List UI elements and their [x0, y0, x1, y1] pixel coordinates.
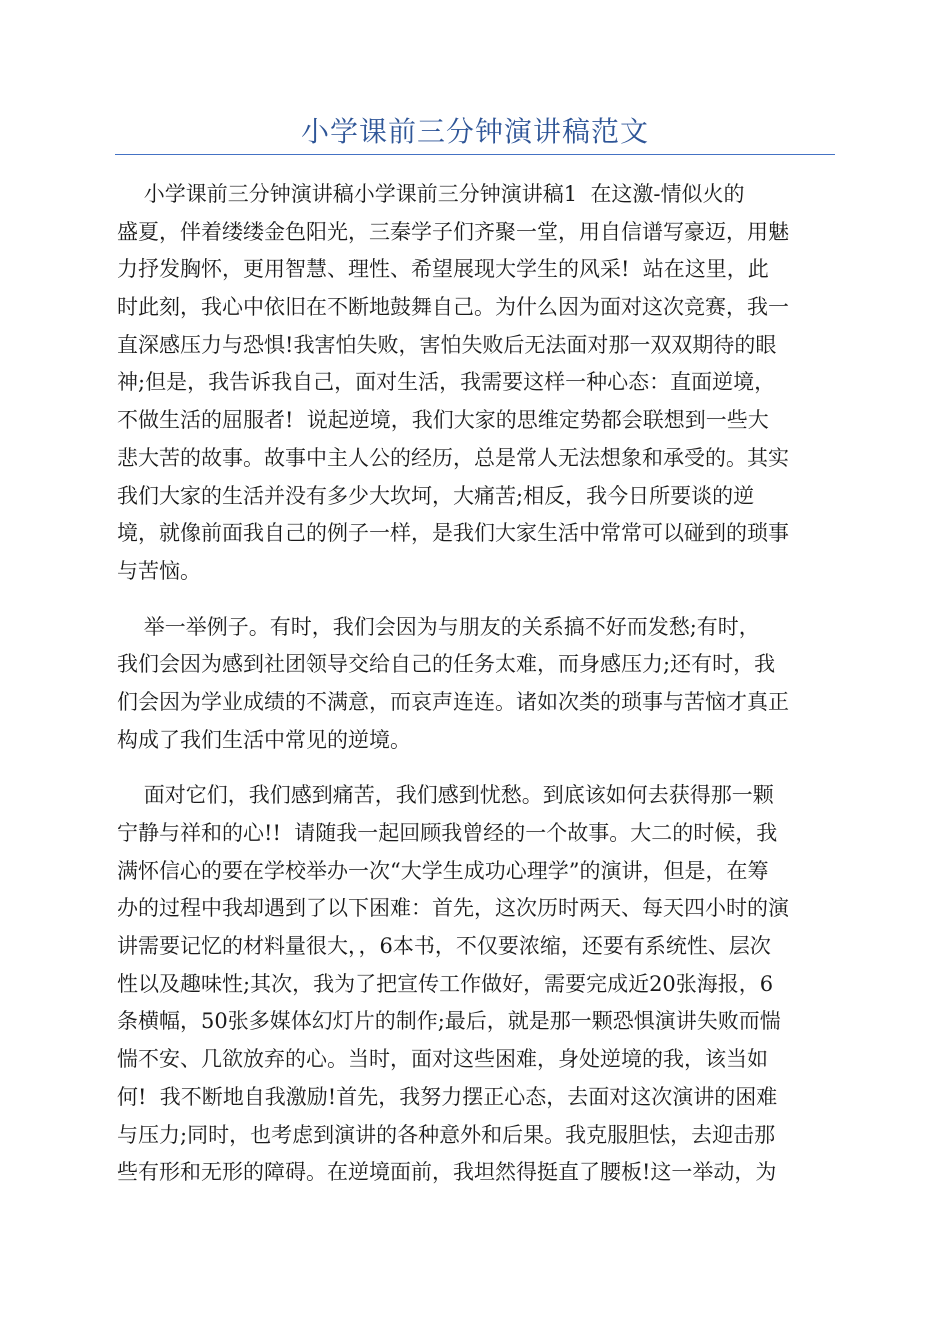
- paragraph-2: [117, 609, 835, 760]
- text-line: 时此刻，我心中依旧在不断地鼓舞自己。为什么因为面对这次竞赛，我一: [117, 295, 789, 320]
- text-line: 些有形和无形的障碍。在逆境面前，我坦然得挺直了腰板!这一举动，为: [117, 1160, 777, 1185]
- text-line: 与苦恼。: [117, 558, 201, 583]
- text-line: 境，就像前面我自己的例子一样，是我们大家生活中常常可以碰到的琐事: [117, 521, 789, 546]
- document-title: 小学课前三分钟演讲稿范文: [300, 115, 649, 148]
- paragraph-3: [117, 777, 835, 1192]
- text-line: 直深感压力与恐惧!我害怕失败，害怕失败后无法面对那一双双期待的眼: [117, 332, 777, 357]
- document-body: [117, 176, 835, 1210]
- text-line: 构成了我们生活中常见的逆境。: [117, 727, 411, 752]
- text-line: 我们大家的生活并没有多少大坎坷，大痛苦;相反，我今日所要谈的逆: [117, 483, 755, 508]
- text-line: 不做生活的屈服者! 说起逆境，我们大家的思维定势都会联想到一些大: [117, 408, 769, 433]
- text-line: 盛夏，伴着缕缕金色阳光，三秦学子们齐聚一堂，用自信谱写豪迈，用魅: [117, 219, 789, 244]
- text-line: 小学课前三分钟演讲稿小学课前三分钟演讲稿1 在这激-情似火的: [117, 182, 745, 206]
- text-line: 何! 我不断地自我激励!首先，我努力摆正心态，去面对这次演讲的困难: [117, 1084, 778, 1109]
- text-line: 条横幅，50张多媒体幻灯片的制作;最后，就是那一颗恐惧演讲失败而惴: [117, 1009, 781, 1034]
- text-line: 宁静与祥和的心!! 请随我一起回顾我曾经的一个故事。大二的时候，我: [117, 821, 778, 845]
- text-line: 面对它们，我们感到痛苦，我们感到忧愁。到底该如何去获得那一颗: [117, 783, 774, 808]
- text-line: 惴不安、几欲放弃的心。当时，面对这些困难，身处逆境的我，该当如: [117, 1047, 768, 1072]
- text-line: 办的过程中我却遇到了以下困难：首先，这次历时两天、每天四小时的演: [117, 896, 789, 921]
- text-line: 性以及趣味性;其次，我为了把宣传工作做好，需要完成近20张海报，6: [117, 971, 774, 996]
- text-line: 讲需要记忆的材料量很大，，6本书，不仅要浓缩，还要有系统性、层次: [117, 934, 771, 959]
- text-line: 悲大苦的故事。故事中主人公的经历，总是常人无法想象和承受的。其实: [117, 445, 789, 470]
- text-line: 我们会因为感到社团领导交给自己的任务太难，而身感压力;还有时，我: [117, 652, 776, 677]
- text-line: 力抒发胸怀，更用智慧、理性、希望展现大学生的风采! 站在这里，此: [117, 257, 769, 282]
- text-line: 满怀信心的要在学校举办一次“大学生成功心理学”的演讲，但是，在筹: [117, 858, 769, 883]
- text-line: 与压力;同时，也考虑到演讲的各种意外和后果。我克服胆怯，去迎击那: [117, 1122, 776, 1147]
- title-underline: [115, 154, 835, 155]
- text-line: 们会因为学业成绩的不满意，而哀声连连。诸如次类的琐事与苦恼才真正: [117, 689, 789, 714]
- text-line: 举一举例子。有时，我们会因为与朋友的关系搞不好而发愁;有时，: [117, 614, 760, 639]
- paragraph-1: [117, 176, 835, 591]
- text-line: 神;但是，我告诉我自己，面对生活，我需要这样一种心态：直面逆境，: [117, 370, 776, 395]
